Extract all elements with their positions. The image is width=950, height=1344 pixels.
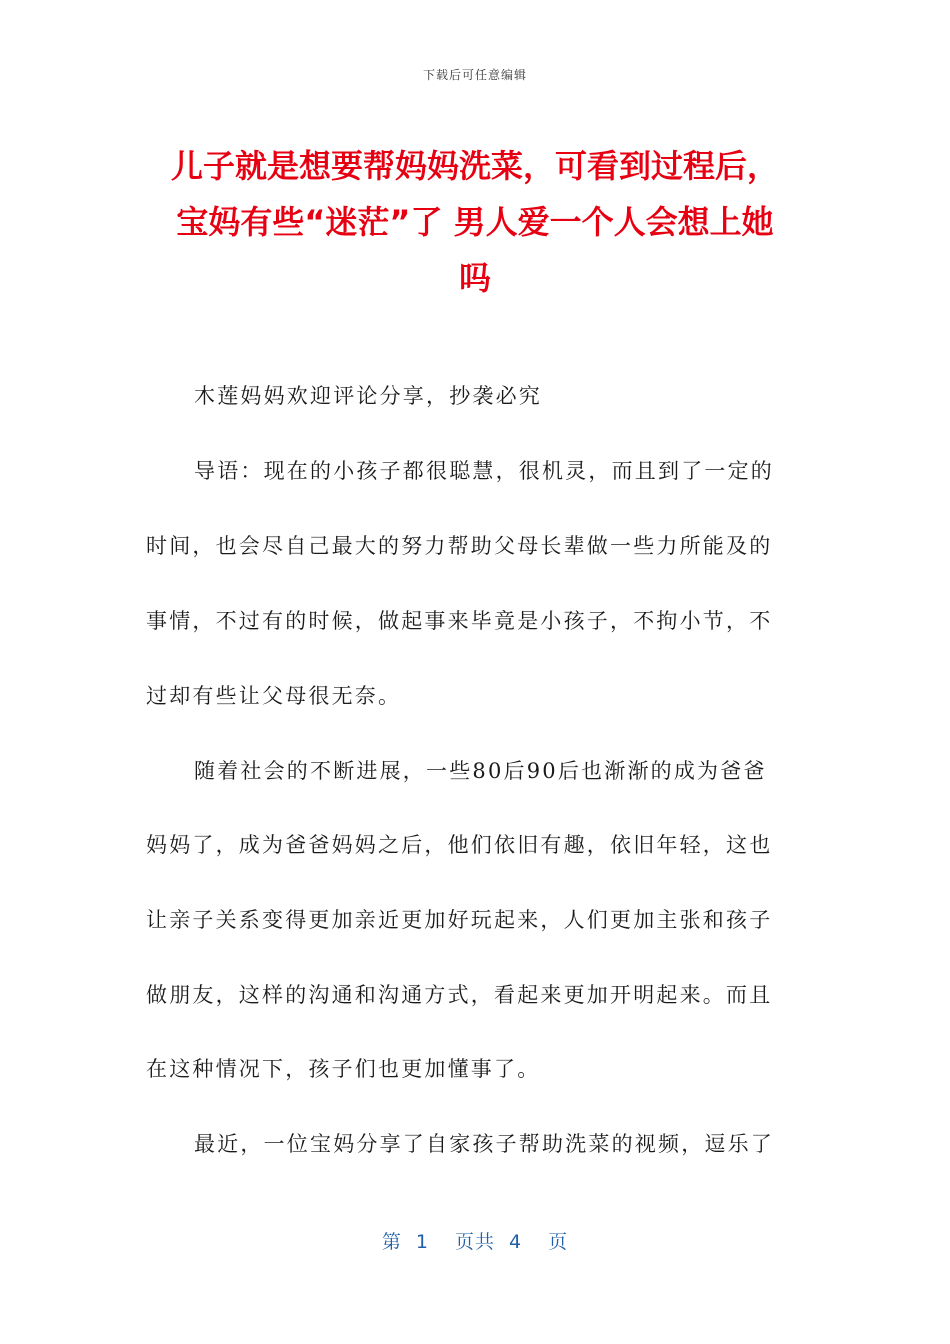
paragraph-line: 事情，不过有的时候，做起事来毕竟是小孩子，不拘小节，不: [146, 609, 773, 633]
title-line-3: 吗: [458, 259, 491, 297]
footer-suffix: 页: [548, 1231, 569, 1253]
paragraph-line: 妈妈了，成为爸爸妈妈之后，他们依旧有趣，依旧年轻，这也: [146, 833, 773, 857]
title-line-2: 宝妈有些“迷茫”了 男人爱一个人会想上她: [176, 203, 774, 241]
paragraph-line: 让亲子关系变得更加亲近更加好玩起来，人们更加主张和孩子: [146, 908, 773, 932]
paragraph-line: 导语：现在的小孩子都很聪慧，很机灵，而且到了一定的: [194, 459, 774, 483]
page-footer: [0, 1227, 950, 1254]
document-title: [110, 138, 840, 306]
header-note: 下载后可任意编辑: [422, 68, 527, 82]
paragraph-line: 木莲妈妈欢迎评论分享，抄袭必究: [194, 384, 542, 408]
paragraph-line: 过却有些让父母很无奈。: [146, 684, 402, 708]
total-pages-number: 4: [509, 1231, 523, 1253]
footer-prefix: 第: [381, 1231, 402, 1253]
current-page-number: 1: [415, 1231, 429, 1253]
paragraph-line: 时间，也会尽自己最大的努力帮助父母长辈做一些力所能及的: [146, 534, 773, 558]
paragraph-line: 做朋友，这样的沟通和沟通方式，看起来更加开明起来。而且: [146, 983, 773, 1007]
paragraph-line: 在这种情况下，孩子们也更加懂事了。: [146, 1057, 541, 1081]
paragraph-line: 随着社会的不断进展，一些80后90后也渐渐的成为爸爸: [194, 759, 767, 783]
footer-middle: 页共: [454, 1231, 495, 1253]
paragraph-line: 最近，一位宝妈分享了自家孩子帮助洗菜的视频，逗乐了: [194, 1132, 774, 1156]
title-line-1: 儿子就是想要帮妈妈洗菜，可看到过程后，: [170, 147, 779, 185]
